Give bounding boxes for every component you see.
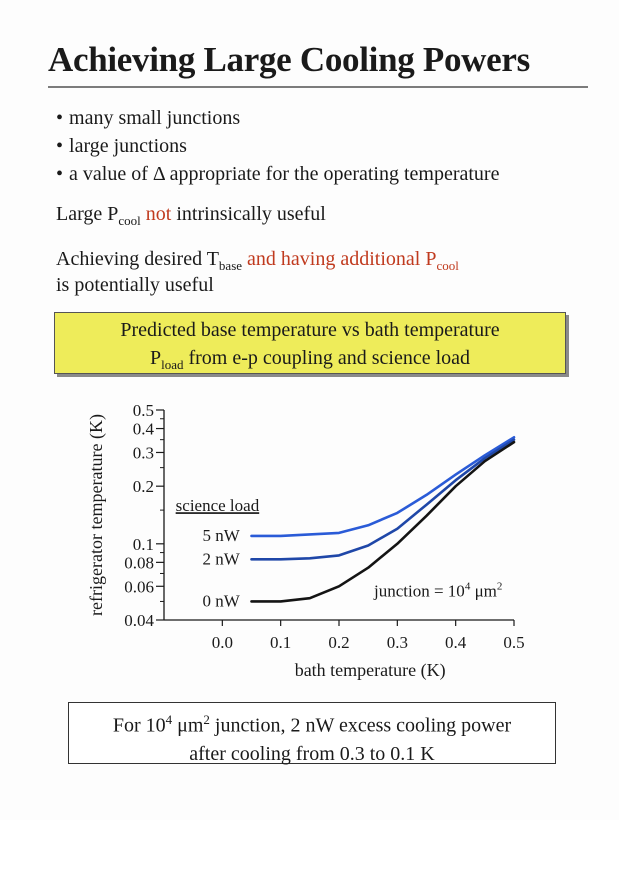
y-tick-label: 0.2 — [132, 477, 154, 497]
emphasis-text: not — [145, 203, 172, 225]
chart-series — [252, 437, 515, 601]
y-tick-label: 0.5 — [132, 401, 154, 420]
subscript: cool — [118, 213, 141, 228]
superscript: 4 — [165, 712, 173, 727]
junction-annotation: junction = $10^4$ $\mu m^2$ — [374, 580, 503, 601]
footer-band — [0, 820, 619, 873]
x-axis-label: bath temperature (K) — [294, 660, 446, 680]
series-line-0 — [252, 437, 515, 536]
y-tick-label: 0.1 — [132, 534, 154, 554]
text: intrinsically useful — [176, 203, 326, 225]
bullet-item: • large junctions — [56, 132, 499, 160]
x-tick-label: 0.1 — [270, 633, 292, 652]
legend-label-1: 2 nW — [202, 549, 240, 569]
bullet-list — [56, 104, 499, 188]
legend-label-2: 0 nW — [202, 591, 240, 611]
text: from e-p coupling and science load — [188, 347, 471, 369]
y-tick-label: 0.4 — [132, 419, 154, 439]
y-tick-label: 0.3 — [132, 443, 154, 463]
subscript: cool — [436, 258, 459, 273]
callout-box — [54, 312, 566, 374]
emphasis-text: and having additional P — [247, 248, 437, 270]
text: μm — [172, 714, 204, 737]
superscript: 2 — [203, 712, 210, 727]
x-tick-label: 0.4 — [445, 633, 467, 652]
text: For 10 — [112, 714, 166, 737]
y-tick-label: 0.04 — [124, 611, 154, 630]
text: junction, 2 nW excess cooling power — [209, 714, 512, 737]
temperature-chart — [82, 392, 542, 682]
x-tick-label: 0.2 — [328, 633, 350, 652]
callout-line: Predicted base temperature vs bath temperature — [120, 319, 500, 341]
text: Large P — [56, 203, 119, 225]
title-underline — [48, 86, 588, 88]
text: P — [149, 347, 162, 369]
text: Achieving desired T — [56, 248, 219, 270]
statement-large-pcool — [56, 203, 326, 229]
conclusion-box — [68, 702, 556, 764]
y-axis-label: refrigerator temperature (K) — [86, 414, 106, 616]
series-line-1 — [252, 440, 515, 560]
chart-legend — [176, 496, 260, 610]
chart-ticks — [124, 401, 524, 652]
subscript: base — [218, 258, 243, 273]
x-tick-label: 0.0 — [211, 633, 233, 652]
legend-label-0: 5 nW — [202, 525, 240, 545]
subscript: load — [161, 357, 184, 372]
y-tick-label: 0.06 — [124, 577, 154, 597]
callout-line — [55, 344, 565, 379]
x-tick-label: 0.3 — [386, 633, 408, 652]
statement-useful: is potentially useful — [56, 274, 214, 296]
slide-title: Achieving Large Cooling Powers — [48, 40, 530, 79]
conclusion-line — [69, 706, 555, 740]
x-tick-label: 0.5 — [503, 633, 525, 652]
y-tick-label: 0.08 — [124, 553, 154, 573]
conclusion-line: after cooling from 0.3 to 0.1 K — [189, 742, 435, 765]
bullet-item: • a value of Δ appropriate for the operating temperature — [56, 160, 499, 188]
bullet-item: • many small junctions — [56, 104, 499, 132]
legend-title: science load — [175, 496, 260, 516]
statement-achieving — [56, 248, 459, 274]
